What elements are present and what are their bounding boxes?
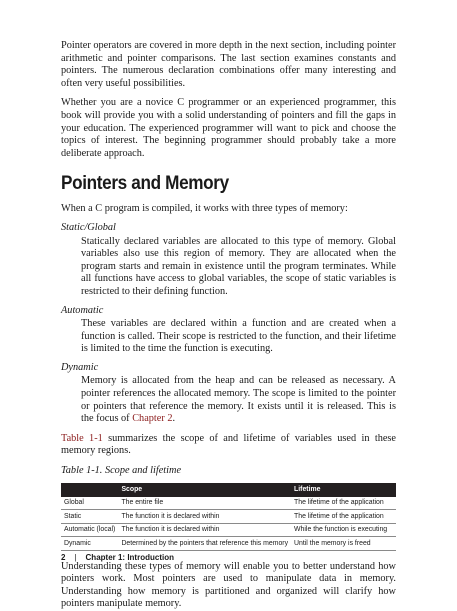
section-heading: Pointers and Memory — [61, 172, 229, 195]
definition-dynamic — [81, 375, 396, 425]
table-row — [61, 510, 396, 524]
page-number: 2 — [61, 553, 66, 562]
page-footer — [61, 553, 174, 562]
table-cell: The lifetime of the application — [291, 510, 396, 524]
intro-paragraph-2: Whether you are a novice C programmer or an experienced programmer, this book will provide you with a solid understanding of pointers and fill the gaps in your education. The experienced programmer will want to pick and choose the topics of interest. The beginning programmer should probably take a more deliberate approach. — [61, 97, 396, 159]
table-cell: The entire file — [118, 497, 291, 510]
table-cell: Static — [61, 510, 118, 524]
term-static-global: Static/Global — [61, 221, 116, 233]
table-cell: Automatic (local) — [61, 523, 118, 537]
scope-lifetime-table — [61, 483, 396, 551]
definition-automatic: These variables are declared within a function and are created when a function is called. Their scope is restricted to the function, and their lifetime is limited to the time the function is executing. — [81, 318, 396, 355]
table-reference-paragraph — [61, 433, 396, 458]
intro-paragraph-1: Pointer operators are covered in more depth in the next section, including pointer arithmetic and pointer comparisons. The last section examines constants and pointers. The numerous declaration combinations offer many interesting and often very useful possibilities. — [61, 40, 396, 89]
definition-dynamic-end: . — [172, 413, 176, 425]
page-body — [61, 40, 396, 611]
table-caption: Table 1-1. Scope and lifetime — [61, 465, 182, 477]
table-cell: Dynamic — [61, 537, 118, 551]
table-cell: Until the memory is freed — [291, 537, 396, 551]
table-cell: Determined by the pointers that reference this memory — [118, 537, 291, 551]
table-1-1-link[interactable]: Table 1-1 — [61, 432, 103, 444]
chapter-title: Chapter 1: Introduction — [85, 553, 174, 562]
table-row — [61, 523, 396, 537]
table-header-row — [61, 483, 396, 497]
table-header-cell — [61, 483, 118, 497]
table-cell: The lifetime of the application — [291, 497, 396, 510]
table-reference-text: summarizes the scope of and lifetime of variables used in these memory regions. — [61, 432, 396, 457]
table-header-cell: Lifetime — [294, 486, 321, 494]
term-dynamic: Dynamic — [61, 361, 99, 373]
closing-paragraph: Understanding these types of memory will enable you to better understand how pointers work. Most pointers are used to manipulate data in memory. Understanding how memory is partitioned and organized will clarify how pointers manipulate memory. — [61, 560, 396, 610]
table-row — [61, 537, 396, 551]
section-lead: When a C program is compiled, it works with three types of memory: — [61, 203, 348, 215]
table-cell: Global — [61, 497, 118, 510]
definition-dynamic-text: Memory is allocated from the heap and can be released as necessary. A pointer references the allocated memory. The scope is limited to the pointer or pointers that reference the memory. It exists until it is released. This is the focus of — [81, 375, 396, 425]
footer-separator: | — [74, 553, 77, 562]
chapter-2-link[interactable]: Chapter 2 — [132, 413, 173, 425]
definition-static-global: Statically declared variables are allocated to this type of memory. Global variables also use this region of memory. They are allocated when the program starts and remain in existence until the program terminates. While all functions have access to global variables, the scope of static variables is restricted to their defining function. — [81, 235, 396, 297]
table-cell: The function it is declared within — [118, 510, 291, 524]
table-cell: While the function is executing — [291, 523, 396, 537]
term-automatic: Automatic — [61, 304, 104, 316]
table-cell: The function it is declared within — [118, 523, 291, 537]
table-header-cell: Scope — [121, 486, 143, 494]
table-row — [61, 497, 396, 510]
